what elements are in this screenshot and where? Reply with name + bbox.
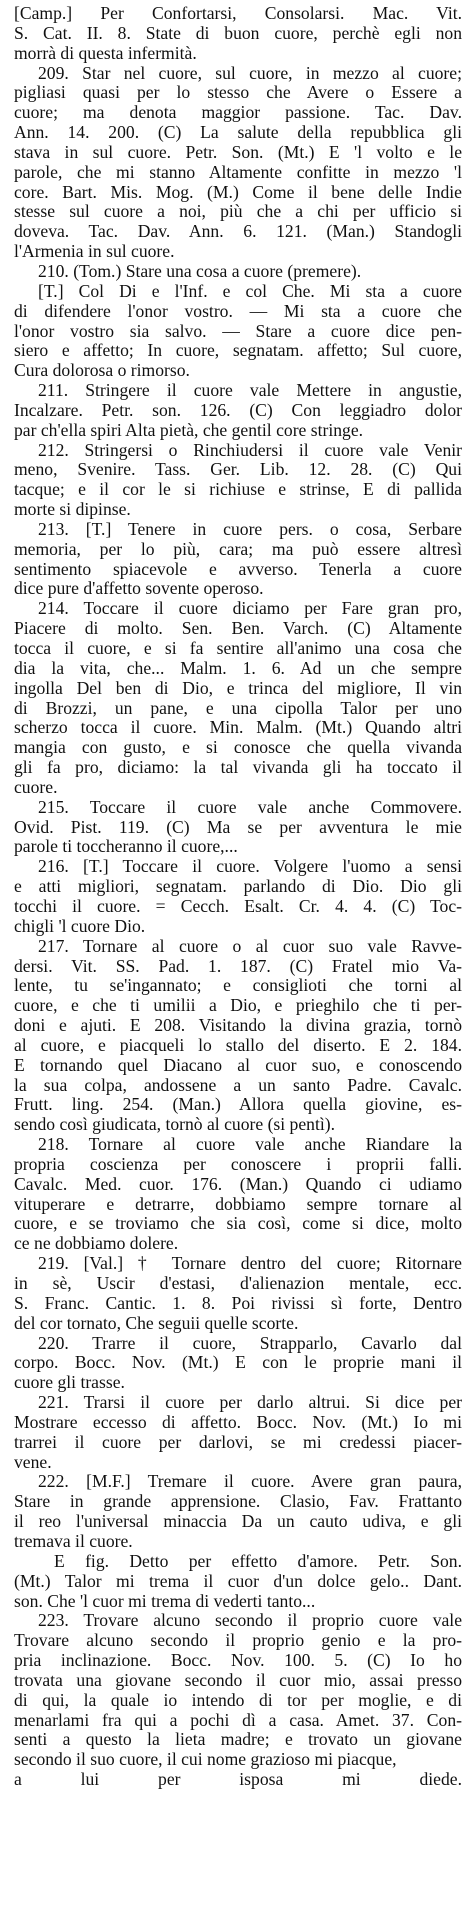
text-line: [T.] Col Di e l'Inf. e col Che. Mi sta a cuore	[38, 281, 462, 301]
text-line: Incalzare. Petr. son. 126. (C) Con leggiadro dolor	[14, 400, 462, 420]
text-line: cuore, e che ti umilii a Dio, e prieghilo che ti per-	[14, 996, 462, 1016]
text-line: 221. Trarsi il cuore per darlo altrui. Si dice per	[38, 1393, 462, 1413]
text-line: trovata una giovane secondo il cuor mio, assai presso	[14, 1670, 462, 1690]
text-line: 210. (Tom.) Stare una cosa a cuore (premere).	[38, 261, 362, 281]
text-line: (Mt.) Talor mi trema il cuor d'un dolce gelo.. Dant.	[14, 1571, 462, 1591]
text-line: doni e ajuti. E 208. Visitando la divina grazia, tornò	[14, 1016, 462, 1036]
text-line: 211. Stringere il cuore vale Mettere in angustie,	[38, 381, 462, 401]
text-line: 217. Tornare al cuore o al cuor suo vale Ravve-	[38, 936, 462, 956]
text-line: l'Armenia in sul cuore.	[14, 242, 175, 262]
text-line: memoria, per lo più, cara; ma può essere altresì	[14, 539, 462, 559]
text-line: 219. [Val.] † Tornare dentro del cuore; Ritornare	[38, 1254, 462, 1274]
text-line: dia la vita, che... Malm. 1. 6. Ad un che sempre	[14, 658, 462, 678]
text-line: menarlami fra qui a pochi dì a casa. Amet. 37. Con-	[14, 1710, 462, 1730]
text-line: doveva. Tac. Dav. Ann. 6. 121. (Man.) Standogli	[14, 222, 462, 242]
text-line: sendo così giudicata, tornò al cuore (si pentì).	[14, 1115, 335, 1135]
text-line: secondo il suo cuore, il cui nome grazioso mi piacque,	[14, 1750, 397, 1770]
text-line: Trovare alcuno secondo il proprio genio e la pro-	[14, 1631, 462, 1651]
text-line: corpo. Bocc. Nov. (Mt.) E con le proprie mani il	[14, 1353, 462, 1373]
text-line: propria coscienza per conoscere i proprii falli.	[14, 1154, 462, 1174]
text-line: lente, tu se'ingannato; e consiglioti che torni al	[14, 976, 462, 996]
text-line: 212. Stringersi o Rinchiudersi il cuore vale Venir	[38, 440, 462, 460]
text-line: morrà di questa infermità.	[14, 43, 197, 63]
text-line: Mostrare eccesso di affetto. Bocc. Nov. (Mt.) Io mi	[14, 1412, 462, 1432]
text-line: l'onor vostro sia salvo. — Stare a cuore dice pen-	[14, 321, 462, 341]
text-line: la sua colpa, andossene a un santo Padre. Cavalc.	[14, 1075, 462, 1095]
text-line: di Brozzi, un pane, e una cipolla Talor per uno	[14, 698, 462, 718]
text-line: 214. Toccare il cuore diciamo per Fare gran pro,	[38, 599, 462, 619]
text-line: 223. Trovare alcuno secondo il proprio cuore vale	[38, 1611, 462, 1631]
text-line: Cavalc. Med. cuor. 176. (Man.) Quando ci udiamo	[14, 1174, 462, 1194]
text-line: Piacere di molto. Sen. Ben. Varch. (C) Altamente	[14, 619, 462, 639]
text-line: stava in sul cuore. Petr. Son. (Mt.) E 'l volto e le	[14, 142, 462, 162]
text-line: Cura dolorosa o rimorso.	[14, 361, 190, 381]
text-line: tocchi il cuore. = Cecch. Esalt. Cr. 4. 4. (C) Toc-	[14, 896, 462, 916]
text-line: 216. [T.] Toccare il cuore. Volgere l'uomo a sensi	[38, 857, 462, 877]
text-line: Ann. 14. 200. (C) La salute della repubblica gli	[14, 123, 462, 143]
text-line: E tornando quel Diacano al cuor suo, e conoscendo	[14, 1055, 462, 1075]
text-line: ingolla Del ben di Dio, e trinca del migliore, Il vin	[14, 678, 462, 698]
text-line: cuore, e se troviamo che sia così, come si dice, molto	[14, 1214, 462, 1234]
text-line: al cuore, e piacqueli lo stallo del diserto. E 2. 184.	[14, 1035, 462, 1055]
text-line: trarrei il cuore per darlovi, se mi credessi piacer-	[14, 1432, 462, 1452]
text-line: cuore gli trasse.	[14, 1373, 125, 1393]
text-line: 215. Toccare il cuore vale anche Commovere.	[38, 797, 462, 817]
text-line: 220. Trarre il cuore, Strapparlo, Cavarlo dal	[38, 1333, 462, 1353]
text-line: gli fa pro, diciamo: la tal vivanda gli ha toccato il	[14, 758, 462, 778]
text-line: core. Bart. Mis. Mog. (M.) Come il bene delle Indie	[14, 182, 462, 202]
text-line: tacque; e il cor le si richiuse e strinse, E di pallida	[14, 480, 462, 500]
text-line: chigli 'l cuore Dio.	[14, 916, 146, 936]
text-line: senti a questo la lieta madre; e trovato un giovane	[14, 1730, 462, 1750]
text-line: dersi. Vit. SS. Pad. 1. 187. (C) Fratel mio Va-	[14, 956, 462, 976]
text-line: 218. Tornare al cuore vale anche Riandare la	[38, 1135, 462, 1155]
text-line: 213. [T.] Tenere in cuore pers. o cosa, Serbare	[38, 519, 462, 539]
text-line: vituperare e detrarre, dobbiamo sempre tornare al	[14, 1194, 462, 1214]
text-line: S. Franc. Cantic. 1. 8. Poi rivissi sì forte, Dentro	[14, 1293, 462, 1313]
text-line: cuore; ma denota maggior passione. Tac. Dav.	[14, 103, 462, 123]
dictionary-page	[0, 4, 474, 1931]
text-line: meno, Svenire. Tass. Ger. Lib. 12. 28. (C) Qui	[14, 460, 462, 480]
text-line: e atti migliori, segnatam. parlando di Dio. Dio gli	[14, 877, 462, 897]
text-line: di qui, la quale io intendo di tor per moglie, e di	[14, 1690, 462, 1710]
text-line: vene.	[14, 1452, 52, 1472]
text-line: 222. [M.F.] Tremare il cuore. Avere gran paura,	[38, 1472, 462, 1492]
text-line: Ovid. Pist. 119. (C) Ma se per avventura le mie	[14, 817, 462, 837]
text-line: mangia con gusto, e si conosce che quella vivanda	[14, 738, 462, 758]
text-line: parole, che mi stanno Altamente confitte in mezzo 'l	[14, 162, 462, 182]
text-line: stesse sul cuore a noi, più che a chi per ufficio si	[14, 202, 462, 222]
text-line: il reo l'universal minaccia Da un cauto udiva, e gli	[14, 1512, 462, 1532]
text-line: tremava il cuore.	[14, 1531, 133, 1551]
text-line: par ch'ella spiri Alta pietà, che gentil core stringe.	[14, 420, 364, 440]
text-line: S. Cat. II. 8. State di buon cuore, perchè egli non	[14, 23, 462, 43]
text-line: in sè, Uscir d'estasi, d'alienazion mentale, ecc.	[14, 1274, 462, 1293]
text-line: Stare in grande apprensione. Clasio, Fav. Frattanto	[14, 1492, 462, 1512]
text-line: pigliasi quasi per lo stesso che Avere o Essere a	[14, 83, 462, 103]
text-line: E fig. Detto per effetto d'amore. Petr. Son.	[54, 1551, 462, 1571]
text-line: 209. Star nel cuore, sul cuore, in mezzo al cuore;	[38, 63, 462, 83]
text-line: del cor tornato, Che seguii quelle scorte.	[14, 1313, 299, 1333]
text-line: di difendere l'onor vostro. — Mi sta a cuore che	[14, 301, 462, 321]
text-line: cuore.	[14, 777, 58, 797]
text-line: ce ne dobbiamo dolere.	[14, 1234, 179, 1254]
text-line: scherzo tocca il cuore. Min. Malm. (Mt.) Quando altri	[14, 718, 462, 738]
text-line: Frutt. ling. 254. (Man.) Allora quella giovine, es-	[14, 1095, 462, 1115]
text-line: dice pure d'affetto sovente operoso.	[14, 579, 264, 599]
text-line: a lui per isposa mi diede.	[14, 1770, 462, 1790]
text-line: son. Che 'l cuor mi trema di vederti tanto...	[14, 1591, 316, 1611]
text-line: [Camp.] Per Confortarsi, Consolarsi. Mac. Vit.	[14, 4, 462, 23]
text-line: morte si dipinse.	[14, 500, 131, 520]
text-line: siero e affetto; In cuore, segnatam. affetto; Sul cuore,	[14, 341, 462, 361]
text-line: pria inclinazione. Bocc. Nov. 100. 5. (C) Io ho	[14, 1651, 462, 1671]
text-line: parole ti toccheranno il cuore,...	[14, 837, 238, 857]
text-line: tocca il cuore, e si fa sentire all'animo una cosa che	[14, 639, 462, 658]
text-line: sentimento spiacevole e avverso. Tenerla a cuore	[14, 559, 462, 579]
